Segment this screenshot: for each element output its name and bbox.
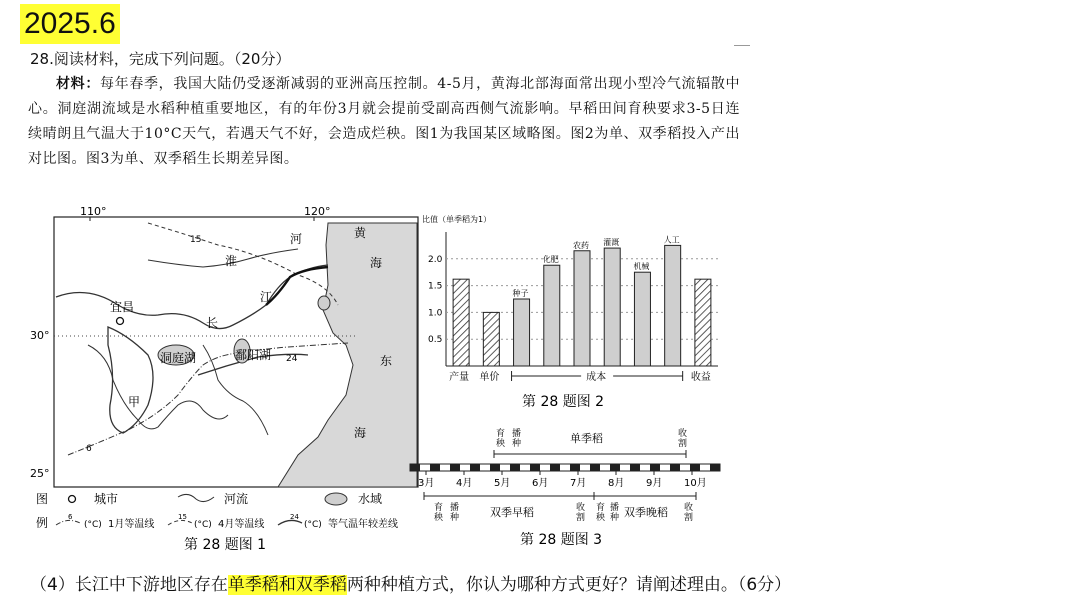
single-ge: 割 xyxy=(678,439,688,449)
month-label: 10月 xyxy=(684,478,707,489)
chart-ytick-label: 1.5 xyxy=(428,281,443,292)
legend-river-icon xyxy=(178,494,214,501)
divider xyxy=(734,45,750,46)
chart-ytick-label: 1.0 xyxy=(428,308,443,319)
chart-bar xyxy=(695,279,711,366)
early-shou: 收 xyxy=(576,503,586,513)
early-name: 双季早稻 xyxy=(490,506,534,519)
figure-1-map xyxy=(28,205,420,557)
figure-3-caption: 第 28 题图 3 xyxy=(520,532,603,548)
label-hai-east: 海 xyxy=(354,426,367,440)
early-bo: 播 xyxy=(450,503,460,513)
label-huang: 黄 xyxy=(354,226,367,240)
label-hai-north: 海 xyxy=(370,256,383,270)
ruler-segment xyxy=(550,464,560,471)
isoline-label-24: 24 xyxy=(286,354,298,364)
label-jiang: 江 xyxy=(260,290,273,304)
legend-unit-3: (°C) xyxy=(304,520,322,530)
legend-n6: 6 xyxy=(68,513,73,521)
ruler-segment xyxy=(630,464,640,471)
label-chang: 长 xyxy=(206,316,219,330)
early-zhong: 种 xyxy=(450,513,460,523)
ruler-segment xyxy=(510,464,520,471)
figure-2-caption: 第 28 题图 2 xyxy=(522,394,605,410)
chart-bar xyxy=(634,272,650,366)
date-badge: 2025.6 xyxy=(20,4,120,44)
legend-n24: 24 xyxy=(290,513,299,521)
legend-n15: 15 xyxy=(178,513,187,521)
ruler-segment xyxy=(610,464,620,471)
q4-suffix: 两种种植方式，你认为哪种方式更好？请阐述理由。（6分） xyxy=(346,575,792,595)
legend-water: 水域 xyxy=(358,492,383,506)
ruler-segment xyxy=(530,464,540,471)
legend-tu: 图 xyxy=(36,492,49,506)
late-name: 双季晚稻 xyxy=(624,506,668,519)
isoline-label-15: 15 xyxy=(190,235,202,245)
month-label: 3月 xyxy=(418,478,435,489)
label-he: 河 xyxy=(290,232,303,246)
late-zhong: 种 xyxy=(610,513,620,523)
lon-120: 120° xyxy=(304,205,331,218)
chart-bar-label: 农药 xyxy=(573,240,589,250)
chart-bar-label: 化肥 xyxy=(542,255,559,265)
map-legend xyxy=(36,491,398,530)
early-yu: 育 xyxy=(434,503,444,513)
ruler-segment xyxy=(670,464,680,471)
month-label: 6月 xyxy=(532,478,549,489)
material-paragraph xyxy=(28,72,740,172)
isoline-label-6: 6 xyxy=(86,444,92,454)
chart-ytick-label: 0.5 xyxy=(428,335,443,346)
legend-city: 城市 xyxy=(94,492,119,506)
chart-bar-label: 灌溉 xyxy=(603,238,620,248)
chart-bar-label: 人工 xyxy=(663,235,680,245)
chart-bar xyxy=(604,248,620,366)
single-shou: 收 xyxy=(678,429,688,439)
month-label: 4月 xyxy=(456,478,473,489)
legend-river: 河流 xyxy=(224,492,249,506)
lon-110: 110° xyxy=(80,205,107,218)
chart-bar xyxy=(574,251,590,366)
chart-xgroup-label: 产量 xyxy=(449,372,470,383)
chart-bar xyxy=(483,312,499,366)
legend-apr: 4月等温线 xyxy=(218,519,265,530)
figure-1-caption: 第 28 题图 1 xyxy=(184,537,267,553)
figure-3-timeline xyxy=(404,422,726,552)
month-label: 5月 xyxy=(494,478,511,489)
label-poyang: 鄱阳湖 xyxy=(235,348,272,362)
ruler-segment xyxy=(410,464,420,471)
ruler-segment xyxy=(590,464,600,471)
chart-bar-label: 种子 xyxy=(512,289,529,298)
ruler-segment xyxy=(430,464,440,471)
ruler-segment xyxy=(570,464,580,471)
material-label: 材料： xyxy=(56,76,100,92)
ruler-segment xyxy=(650,464,660,471)
month-label: 9月 xyxy=(646,478,663,489)
material-text: 每年春季，我国大陆仍受逐渐减弱的亚洲高压控制。4-5月，黄海北部海面常出现小型冷气流辐散中心。洞庭湖流域是水稻种植重要地区，有的年份3月就会提前受副高西侧气流影响。早稻田间育秧要求3-5日连续晴朗且气温大于10°C天气，若遇天气不好，会造成烂秧。图1为我国某区域略图。图2为单、双季稻投入产出对比图。图3为单、双季稻生长期差异图。 xyxy=(28,76,740,167)
single-yang: 秧 xyxy=(496,439,506,449)
chart-xgroup-label: 收益 xyxy=(690,372,711,383)
legend-unit-2: (°C) xyxy=(194,520,212,530)
question-4 xyxy=(30,570,791,595)
late-shou: 收 xyxy=(684,503,694,513)
chart-bar xyxy=(544,265,560,366)
label-dong: 东 xyxy=(380,354,393,368)
legend-range: 等气温年较差线 xyxy=(328,519,398,530)
ruler-segment xyxy=(490,464,500,471)
ruler-segment xyxy=(470,464,480,471)
legend-li: 例 xyxy=(36,516,49,530)
figure-2-chart xyxy=(418,208,730,416)
q4-highlight: 单季稻和双季稻 xyxy=(227,575,347,595)
lat-25: 25° xyxy=(30,467,50,480)
legend-city-icon xyxy=(69,496,76,503)
label-jia: 甲 xyxy=(128,395,141,409)
early-yang: 秧 xyxy=(434,513,444,523)
chart-bar xyxy=(665,245,681,366)
timeline-ruler xyxy=(410,464,720,471)
legend-unit-1: (°C) xyxy=(84,520,102,530)
chart-xgroup-label: 成本 xyxy=(586,372,607,383)
chart-xgroup-label: 单价 xyxy=(479,372,500,383)
chart-bar xyxy=(514,299,530,366)
single-yu: 育 xyxy=(496,429,506,439)
month-label: 8月 xyxy=(608,478,625,489)
month-label: 7月 xyxy=(570,478,587,489)
ruler-segment xyxy=(710,464,720,471)
label-huai: 淮 xyxy=(225,254,238,268)
late-bo: 播 xyxy=(610,503,620,513)
single-bo: 播 xyxy=(512,429,522,439)
chart-ytick-label: 2.0 xyxy=(428,254,443,265)
ruler-segment xyxy=(450,464,460,471)
late-yang: 秧 xyxy=(596,513,606,523)
legend-water-icon xyxy=(325,493,347,505)
lake-taihu xyxy=(318,296,330,310)
late-yu: 育 xyxy=(596,503,606,513)
label-dongting: 洞庭湖 xyxy=(160,351,197,365)
question-title: 28.阅读材料，完成下列问题。（20分） xyxy=(30,50,291,68)
chart-bar xyxy=(453,279,469,366)
ruler-segment xyxy=(690,464,700,471)
single-zhong: 种 xyxy=(512,439,522,449)
city-yichang-marker xyxy=(117,318,124,325)
chart-ylabel: 比值（单季稻为1） xyxy=(422,215,492,224)
q4-prefix: （4）长江中下游地区存在 xyxy=(30,575,228,595)
single-name: 单季稻 xyxy=(570,432,603,445)
chart-bar-label: 机械 xyxy=(633,262,650,272)
label-yichang: 宜昌 xyxy=(110,300,135,314)
late-ge: 割 xyxy=(684,513,694,523)
lat-30: 30° xyxy=(30,329,50,342)
legend-jan: 1月等温线 xyxy=(108,519,155,530)
early-ge: 割 xyxy=(576,513,586,523)
